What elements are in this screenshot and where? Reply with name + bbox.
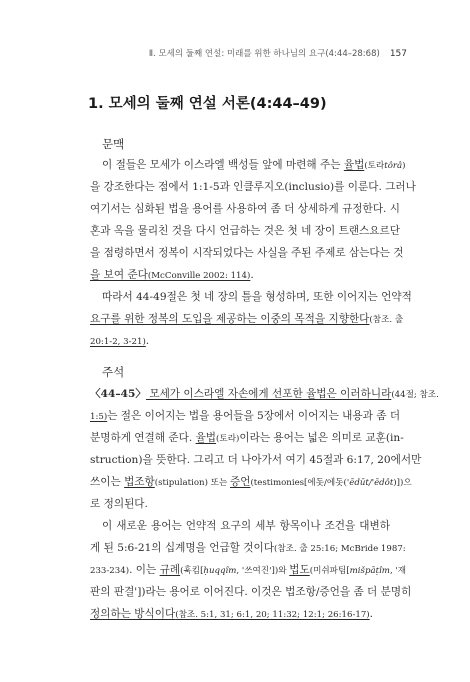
text-line: 게 된 5:6-21의 십계명을 언급할 것이다(참조. 출 25:16; McBride 1987: <box>90 542 406 554</box>
running-title: Ⅱ. 모세의 둘째 연설: 미래를 위한 하나님의 요구(4:44–28:68) <box>148 49 380 59</box>
text-line: 따라서 44-49절은 첫 네 장의 틀을 형성하며, 또한 이어지는 언약적 <box>102 291 412 303</box>
text-line: 혼과 옥을 물리친 것을 다시 언급하는 것은 첫 네 장이 트랜스요르단 <box>90 225 400 237</box>
text-line: 이 절들은 모세가 이스라엘 백성들 앞에 마련해 주는 율법(토라tôrâ) <box>102 159 406 171</box>
text-line: 분명하게 연결해 준다. 율법(토라)이라는 용어는 넓은 의미로 교훈(in- <box>90 432 404 444</box>
commentary-paragraph-1 <box>90 383 439 515</box>
context-paragraph-1 <box>90 154 416 286</box>
running-header <box>149 47 407 59</box>
text-line: 정의하는 방식이다(참조. 5:1, 31; 6:1, 20; 11:32; 12:1; 26:16-17). <box>90 608 374 620</box>
text-line: 233-234). 이는 규례(훅킴[ḥuqqîm, '쓰여진'])와 법도(미쉬파팀[mišpāṭîm, '재 <box>90 564 407 576</box>
text-line: 여기서는 심화된 법을 용어를 사용하여 좀 더 상세하게 규정한다. 시 <box>90 203 400 215</box>
text-line: 쓰이는 법조항(stipulation) 또는 증언(testimonies[에돗/에돗('ēdūt/'ēdôt)])으 <box>90 476 412 488</box>
context-paragraph-2 <box>90 286 412 352</box>
text-line: 이 새로운 용어는 언약적 요구의 세부 항목이나 조건을 대변하 <box>102 520 390 532</box>
text-line: struction)을 뜻한다. 그리고 더 나아가서 여기 45절과 6:17, 20에서만 <box>90 454 422 466</box>
page-number: 157 <box>389 49 407 59</box>
text-line: 판의 판결'])라는 용어로 이어진다. 이것은 법조항/증언을 좀 더 분명히 <box>90 586 412 598</box>
text-line: 을 보여 준다(McConville 2002: 114). <box>90 269 254 281</box>
text-line: 요구를 위한 정복의 도입을 제공하는 이중의 목적을 지향한다(참조. 출 <box>90 313 404 325</box>
subsection-heading-context: 문맥 <box>102 137 125 151</box>
text-line: 〈44–45〉 모세가 이스라엘 자손에게 선포한 율법은 이러하니라(44절; 참조. <box>90 388 439 400</box>
text-line: 을 강조한다는 점에서 1:1-5과 인클루지오(inclusio)를 이룬다. 그러나 <box>90 181 416 193</box>
text-line: 을 점령하면서 정복이 시작되었다는 사실을 주된 주제로 삼는다는 것 <box>90 247 404 259</box>
commentary-paragraph-2 <box>90 515 412 625</box>
section-title: 1. 모세의 둘째 연설 서론(4:44–49) <box>88 96 327 112</box>
text-line: 20:1-2, 3-21). <box>90 335 150 347</box>
text-line: 1:5)는 절은 이어지는 법을 용어들을 5장에서 이어지는 내용과 좀 더 <box>90 410 401 422</box>
subsection-heading-commentary: 주석 <box>102 365 125 379</box>
text-line: 로 정의된다. <box>90 498 148 510</box>
